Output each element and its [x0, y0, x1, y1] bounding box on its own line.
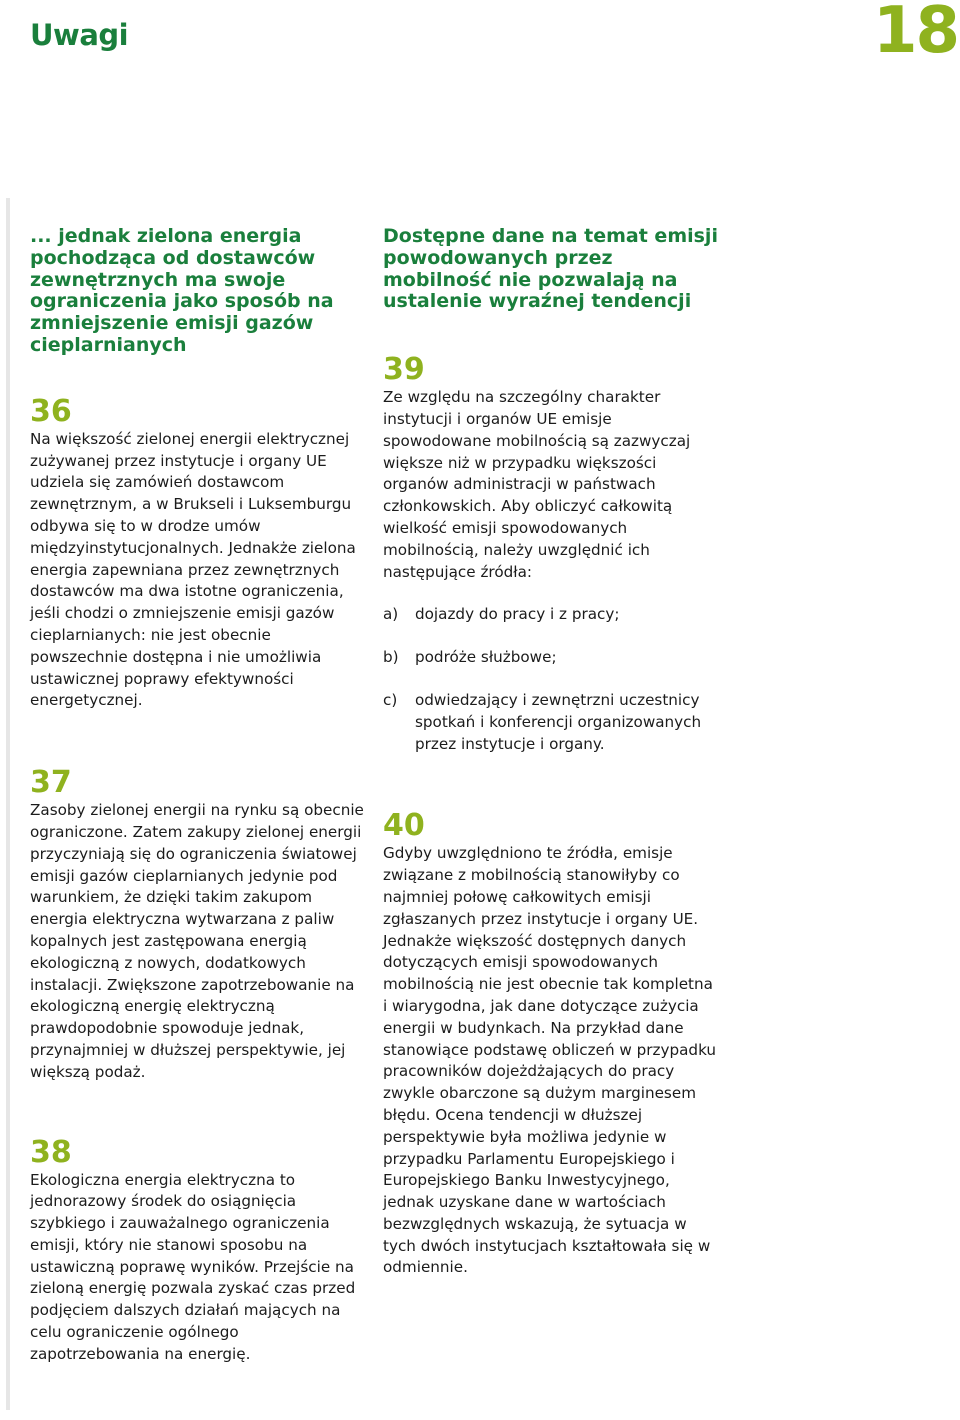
- page-title: Uwagi: [30, 18, 129, 52]
- right-column: [383, 226, 718, 1279]
- side-rule: [6, 198, 10, 1410]
- list-letter: b): [383, 648, 399, 667]
- list-item-c: [383, 690, 718, 755]
- paragraph-37-text: Zasoby zielonej energii na rynku są obecnie ograniczone. Zatem zakupy zielonej energii przyczyniają się do ograniczenia światowej emisji gazów cieplarnianych jedynie pod warunkiem, że dzięki takim zakupom energia elektryczna wytwarzana z paliw kopalnych jest zastępowana energią ekologiczną z nowych, dodatkowych instalacji. Zwiększone zapotrzebowanie na ekologiczną energię elektryczną prawdopodobnie spowoduje jednak, przynajmniej w dłuższej perspektywie, jej większą podaż.: [30, 801, 364, 1081]
- list-item-b: [383, 647, 718, 669]
- list-letter: a): [383, 605, 399, 624]
- list-text: odwiedzający i zewnętrzni uczestnicy spotkań i konferencji organizowanych przez instytucje i organy.: [415, 690, 702, 753]
- paragraph-38-text: Ekologiczna energia elektryczna to jednorazowy środek do osiągnięcia szybkiego i zauważalnego ograniczenia emisji, który nie stanowi sposobu na ustawiczną poprawę wyników. Przejście na zieloną energię pozwala zyskać czas przed podjęciem dalszych działań mających na celu ograniczenie ogólnego zapotrzebowania na energię.: [30, 1170, 356, 1363]
- section-heading-left: ... jednak zielona energia pochodząca od dostawców zewnętrznych ma swoje ograniczenia jako sposób na zmniejszenie emisji gazów cieplarnianych: [30, 225, 334, 356]
- page-number: 18: [872, 0, 958, 68]
- paragraph-number-37: 37: [30, 765, 72, 801]
- list-text: podróże służbowe;: [415, 648, 557, 667]
- list-text: dojazdy do pracy i z pracy;: [415, 605, 620, 624]
- paragraph-number-39: 39: [383, 352, 425, 388]
- paragraph-36-text: Na większość zielonej energii elektrycznej zużywanej przez instytucje i organy UE udziela się zamówień dostawcom zewnętrznym, a w Brukseli i Luksemburgu odbywa się to w drodze umów międzyinstytucjonalnych. Jednakże zielona energia zapewniana przez zewnętrznych dostawców ma dwa istotne ograniczenia, jeśli chodzi o zmniejszenie emisji gazów cieplarnianych: nie jest obecnie powszechnie dostępna i nie umożliwia ustawicznej poprawy efektywności energetycznej.: [30, 429, 356, 710]
- paragraph-number-36: 36: [30, 393, 72, 429]
- list-item-a: [383, 604, 718, 626]
- left-column: [30, 226, 365, 1366]
- paragraph-40-text: Gdyby uwzględniono te źródła, emisje związane z mobilnością stanowiłyby co najmniej połowę całkowitych emisji zgłaszanych przez instytucje i organy UE. Jednakże większość dostępnych danych dotyczących emisji spowodowanych mobilnością nie jest obecnie tak kompletna i wiarygodna, jak dane dotyczące zużycia energii w budynkach. Na przykład dane stanowiące podstawę obliczeń w przypadku pracowników dojeżdżających do pracy zwykle obarczone są dużym marginesem błędu. Ocena tendencji w dłuższej perspektywie była możliwa jedynie w przypadku Parlamentu Europejskiego i Europejskiego Banku Inwestycyjnego, jednak uzyskane dane w wartościach bezwzględnych wskazują, że sytuacja w tych dwóch instytucjach kształtowała się w odmiennie.: [383, 844, 717, 1277]
- list-letter: c): [383, 690, 398, 709]
- paragraph-number-40: 40: [383, 808, 425, 844]
- section-heading-right: Dostępne dane na temat emisji powodowanych przez mobilność nie pozwalają na ustalenie wyraźnej tendencji: [383, 225, 718, 313]
- paragraph-number-38: 38: [30, 1134, 72, 1170]
- paragraph-39-text: Ze względu na szczególny charakter instytucji i organów UE emisje spowodowane mobilnością są zazwyczaj większe niż w przypadku większości organów administracji w państwach członkowskich. Aby obliczyć całkowitą wielkość emisji spowodowanych mobilnością, należy uwzględnić ich następujące źródła:: [383, 388, 691, 581]
